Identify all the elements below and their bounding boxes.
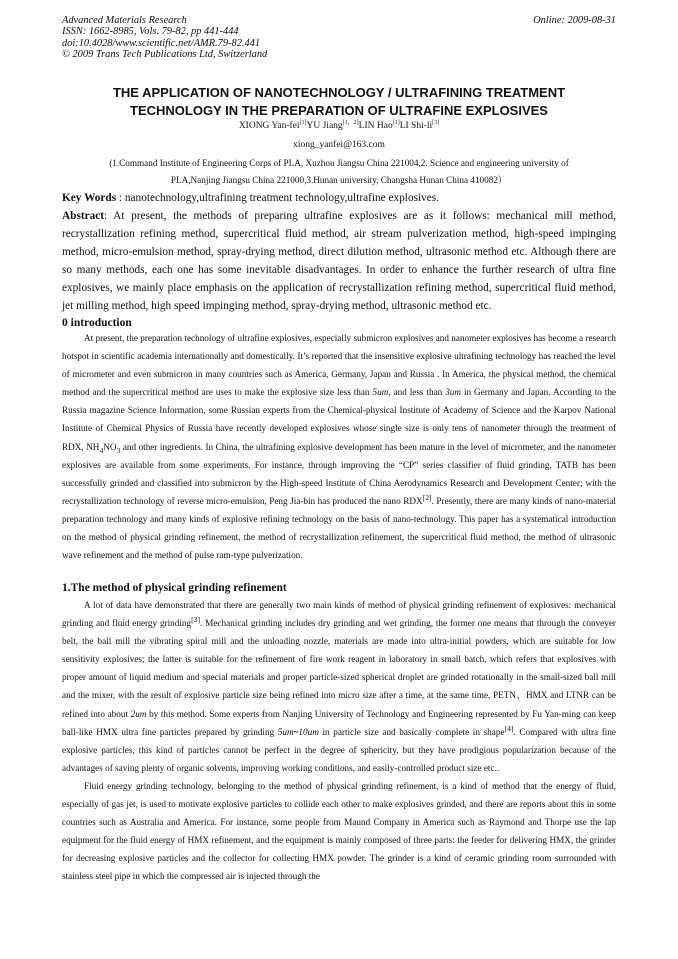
author-name: YU Jiang <box>306 121 343 131</box>
citation-ref: [4] <box>504 723 514 733</box>
text-run: . Mechanical grinding includes dry grinding and wet grinding, the former one means that through the conveyer belt, the ball mill the vibrating spiral mill and the unloading nozzle, materials are made into ultra-initial powders, which are suitable for low sensitivity explosives; the latter is suitable for the refinement of fire work reagent in laboratory in small batch, which refers that explosives with proper amount of liquid medium and special materials and proper particle-sized spherical droplet are grinded rotationally in the small-sized ball mill and the mixer, with the result of explosive particle size being refined into micro size after a time, at the same time, PETN、HMX and LTNR can be refined into about <box>62 618 616 719</box>
text-run: A lot of data have demonstrated that there are generally two main kinds of method of physical grinding refinement of explosives: mechanical grinding and fluid energy grinding <box>62 600 616 629</box>
author-name: LI Shi-li <box>399 121 433 131</box>
affiliation-line-1: (1.Command Institute of Engineering Corps of PLA, Xuzhou Jiangsu China 221004,2. Science and engineering university of <box>109 158 569 168</box>
text-run: 10um <box>298 726 319 737</box>
text-run: . Compared with ultra fine explosive particles, this kind of particles cannot be perfect in the degree of sphericity, but they have prodigious popularization because of the advantages of saving plenty of organic solvents, improving working conditions, and easily-controlled product size etc.. <box>62 726 616 773</box>
text-run: 5um <box>372 387 389 398</box>
doi-line: doi:10.4028/www.scientific.net/AMR.79-82.441 <box>62 37 261 49</box>
paragraph <box>62 596 616 777</box>
author-affil-ref: [1] <box>392 119 400 126</box>
paragraph <box>62 329 616 564</box>
section-heading-introduction: 0 introduction <box>62 317 132 329</box>
online-date: Online: 2009-08-31 <box>533 15 616 26</box>
section-heading-physical-grinding: 1.The method of physical grinding refinement <box>62 582 287 594</box>
affiliations <box>50 155 628 189</box>
text-run: and other ingredients. In China, the ultrafining explosive development has been mature in the level of micrometer, and the nanometer explosives are available from some experiments. For instance, through improving the “CP” series classifier of fluid grinding, TATB has been successfully grinded and classified into submicron by the High-speed Institute of China Aerodynamics Research and Development Center; with the recrystallization technology of reverse micro-emulsion, Peng Jia-bin has produced the nano RDX <box>62 441 617 506</box>
keywords-label: Key Words <box>62 192 117 204</box>
journal-name: Advanced Materials Research <box>62 15 187 26</box>
journal-header <box>62 15 616 61</box>
author-list <box>62 120 616 132</box>
citation-ref: [3] <box>191 615 201 625</box>
author-email: xiong_yanfei@163.com <box>293 140 385 150</box>
subscript: 3 <box>116 445 121 455</box>
author-affil-ref: [1，2] <box>342 119 359 126</box>
text-run: in particle size and basically complete in shape <box>318 726 505 737</box>
affiliation-line-2: PLA,Nanjing Jiangsu China 221000,3.Hunan university, Changsha Hunan China 410082） <box>170 175 508 185</box>
author-affil-ref: [3] <box>432 119 440 126</box>
text-run: in Germany and Japan. According to the Russia magazine Science Information, some Russian experts from the Chemical-physical Institute of Academy of Science and the Karpov National Institute of Chemical Physics of Russia have recently developed explosives whose single size is only tens of nanometer through the treatment of RDX, NH <box>62 387 616 452</box>
text-run: ~ <box>293 726 299 737</box>
issn-line: ISSN: 1662-8985, Vols. 79-82, pp 441-444 <box>62 26 239 38</box>
section1-body <box>62 596 616 886</box>
abstract-label: Abstract <box>62 210 105 222</box>
text-run: 3um <box>445 387 462 398</box>
author-name: XIONG Yan-fei <box>238 121 300 131</box>
text-run: NO <box>103 441 117 452</box>
text-run: , and less than <box>388 387 446 398</box>
keywords-text: : nanotechnology,ultrafining treatment technology,ultrafine explosives. <box>116 192 440 204</box>
paragraph: Fluid energy grinding technology, belonging to the method of physical grinding refinement, is a kind of method that the energy of fluid, especially of gas jet, is used to motivate explosive particles to collide each other to make explosives grinded, and there are reports about this in some countries such as Australia and America. For instance, some people from Maund Company in America such as Raymond and Thorpe use the lap equipment for the fluid energy of HMX refinement, and the equipment is mainly composed of three parts: the feeder for delivering HMX, the grinder for decreasing explosive particles and the collector for collecting HMX powder. The grinder is a kind of ceramic grinding room surrounded with stainless steel pipe in which the compressed air is injected through the <box>62 780 616 882</box>
introduction-body <box>62 329 616 564</box>
paper-title <box>62 84 616 120</box>
text-run: . Presently, there are many kinds of nano-material preparation technology and many kinds of explosive refining technology on the basis of nano-technology. This paper has a systematical introduction on the method of physical grinding refinement, the method of recrystallization refinement, the supercritical fluid method, the method of ultrasonic wave refinement and the method of pulse ram-type pulverization. <box>62 495 616 561</box>
text-run: by this method. Some experts from Nanjing University of Technology and Engineering represented by Fu Yan-ming can keep ball-like HMX ultra fine particles prepared by grinding <box>62 708 616 737</box>
keywords <box>62 190 616 206</box>
abstract-text: : At present, the methods of preparing ultrafine explosives are as it follows: mechanical mill method, recrystallization refining method, supercritical fluid method, air stream pulverization method, high-speed impinging method, micro-emulsion method, spray-drying method, direct dilution method, ultrasonic method etc. Although there are so many methods, each one has some inevitable disadvantages. In order to enhance the further research of ultra fine explosives, we mainly place emphasis on the application of recrystallization refining method, supercritical fluid method, jet milling method, high speed impinging method, spray-drying method, ultrasonic method etc. <box>62 210 616 313</box>
title-line-2: TECHNOLOGY IN THE PREPARATION OF ULTRAFINE EXPLOSIVES <box>130 103 548 118</box>
text-run: At present, the preparation technology of ultrafine explosives, especially submicron explosives and nanometer explosives has become a research hotspot in scientific academia internationally and domestically. It’s reported that the insensitive explosive ultrafining technology has reached the level of micrometer and even submicron in many countries such as America, Germany, Japan and Russia . In America, the physical method, the chemical method and the supercritical method are uses to make the explosive size less than <box>62 333 616 398</box>
subscript: 4 <box>99 445 104 455</box>
text-run: 2um <box>130 708 147 719</box>
author-affil-ref: [1] <box>299 119 307 126</box>
title-line-1: THE APPLICATION OF NANOTECHNOLOGY / ULTRAFINING TREATMENT <box>112 85 566 100</box>
copyright-line: © 2009 Trans Tech Publications Ltd, Switzerland <box>62 49 268 61</box>
text-run: 5um <box>277 726 294 737</box>
citation-ref: [2] <box>422 492 432 502</box>
abstract <box>62 207 616 316</box>
author-name: LIN Hao <box>358 121 393 131</box>
